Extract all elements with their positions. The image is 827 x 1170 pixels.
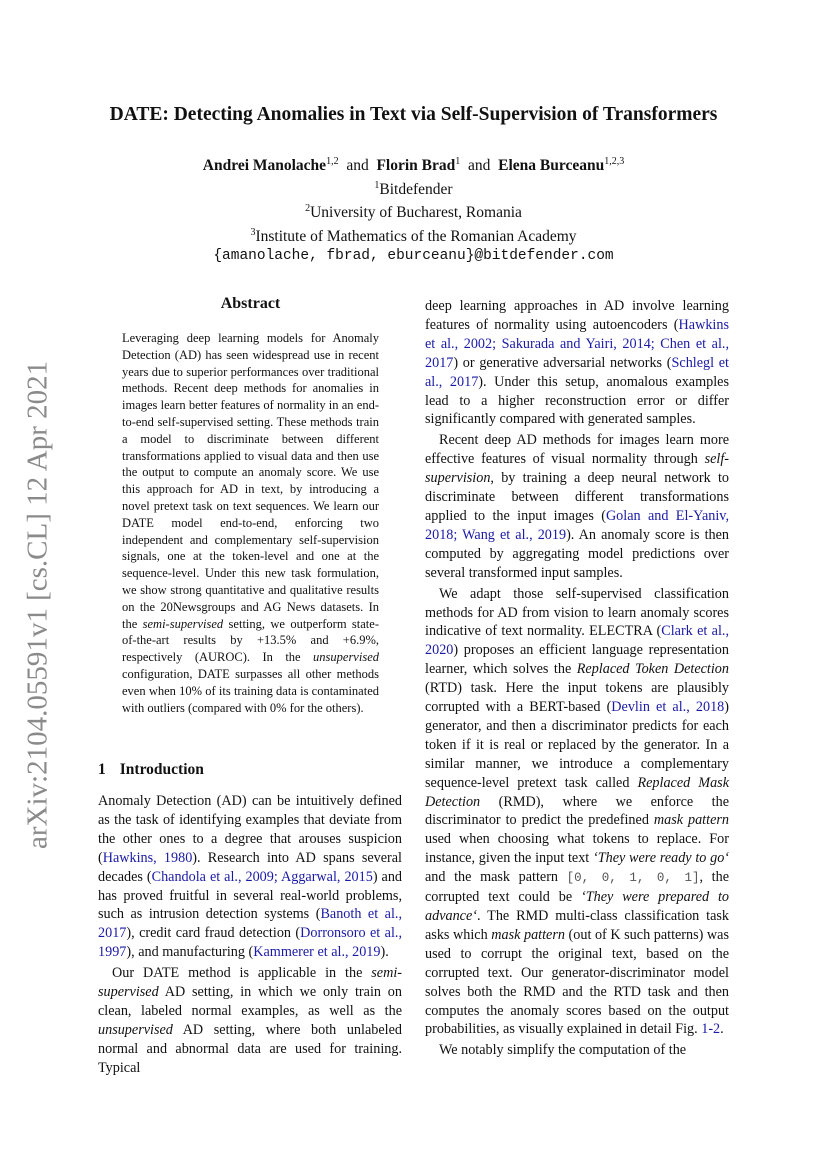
- affiliation: [60, 223, 767, 247]
- arxiv-watermark: arXiv:2104.05591v1 [cs.CL] 12 Apr 2021: [21, 360, 54, 850]
- author-affiliation-mark: 1,2,3: [604, 156, 625, 167]
- affiliation-number: 2: [305, 203, 311, 215]
- author-name: Florin Brad: [376, 157, 456, 175]
- citation-link[interactable]: Clark et al., 2020: [425, 623, 729, 659]
- citation-link[interactable]: Hawkins, 1980: [102, 849, 193, 866]
- right-column-body: [425, 297, 729, 1060]
- paragraph: Our DATE method is applicable in the semi-supervised AD setting, in which we only train on clean, labeled normal examples, as well as the unsupervised AD setting, where both unlabeled normal and abnormal data are used for training. Typical: [98, 965, 402, 1076]
- abstract-text: setting, we outperform state-of-the-art results by +13.5% and +6.9%, respectively (AUROC). In the: [122, 616, 379, 665]
- section-title: Introduction: [119, 761, 204, 778]
- author-emails: {amanolache, fbrad, eburceanu}@bitdefender.com: [213, 247, 614, 264]
- paragraph: Recent deep AD methods for images learn more effective features of visual normality through self-supervision, by training a deep neural network to discriminate between different transformations applied to the input images (Golan and El-Yaniv, 2018; Wang et al., 2019). An anomaly score is then computed by aggregating model predictions over several transformed input samples.: [425, 432, 729, 581]
- paragraph: deep learning approaches in AD involve learning features of normality using autoencoders (Hawkins et al., 2002; Sakurada and Yairi, 2014; Chen et al., 2017) or generative adversarial networks (Schlegl et al., 2017). Under this setup, anomalous examples lead to a higher reconstruction error or differ significantly compared with generated samples.: [425, 298, 730, 428]
- paragraph: We notably simplify the computation of the: [439, 1042, 687, 1059]
- abstract-text: Leveraging deep learning models for Anomaly Detection (AD) has seen widespread use in recent years due to superior performances over traditional methods. Recent deep methods for anomalies in images learn better features of normality in an end-to-end self-supervised setting. These methods train a model to discriminate between different transformations applied to visual data and then use the output to compute an anomaly score. We use this approach for AD in text, by introducing a novel pretext task on text sequences. We learn our DATE model end-to-end, enforcing two independent and complementary self-supervision signals, one at the token-level and one at the sequence-level. Under this new task formulation, we show strong quantitative and qualitative results on the 20Newsgroups and AG News datasets. In the: [122, 331, 379, 631]
- section-heading-introduction: [98, 761, 204, 779]
- author-affiliation-mark: 1,2: [326, 156, 339, 167]
- abstract-emphasis: semi-supervised: [142, 616, 224, 631]
- paper-title: DATE: Detecting Anomalies in Text via Self-Supervision of Transformers: [109, 104, 718, 125]
- author-block: [60, 152, 767, 266]
- citation-link[interactable]: Dorronsoro et al., 1997: [98, 925, 402, 961]
- citation-link[interactable]: Devlin et al., 2018: [611, 699, 725, 716]
- paragraph: Anomaly Detection (AD) can be intuitively defined as the task of identifying examples that deviate from the other ones to a degree that arouses suspicion (Hawkins, 1980). Research into AD spans several decades (Chandola et al., 2009; Aggarwal, 2015) and has proved fruitful in several real-world problems, such as intrusion detection systems (Banoth et al., 2017), credit card fraud detection (Dorronsoro et al., 1997), and manufacturing (Kammerer et al., 2019).: [98, 793, 403, 961]
- figure-reference-link[interactable]: 1-2: [701, 1021, 721, 1038]
- paragraph: We adapt those self-supervised classification methods for AD from vision to learn anomaly scores indicative of text normality. ELECTRA (Clark et al., 2020) proposes an efficient language representation learner, which solves the Replaced Token Detection (RTD) task. Here the input tokens are plausibly corrupted with a BERT-based (Devlin et al., 2018) generator, and then a discriminator predicts for each token if it is real or replaced by the generator. In a similar manner, we introduce a complementary sequence-level pretext task called Replaced Mask Detection (RMD), where we enforce the discriminator to predict the predefined mask pattern used when choosing what tokens to replace. For instance, given the input text ‘They were ready to go‘ and the mask pattern [0, 0, 1, 0, 1], the corrupted text could be ‘They were prepared to advance‘. The RMD multi-class classification task asks which mask pattern (out of K such patterns) was used to corrupt the original text, based on the corrupted text. Our generator-discriminator model solves both the RMD and the RTD task and then computes the anomaly scores based on the output probabilities, as visually explained in detail Fig. 1-2.: [425, 585, 730, 1038]
- citation-link[interactable]: Kammerer et al., 2019: [253, 944, 381, 961]
- author-separator: and: [468, 157, 491, 175]
- author-name: Elena Burceanu: [498, 157, 605, 175]
- affiliation-name: University of Bucharest, Romania: [310, 204, 522, 222]
- citation-link[interactable]: Schlegl et al., 2017: [425, 354, 730, 390]
- citation-link[interactable]: Hawkins et al., 2002; Sakurada and Yairi, 2014; Chen et al., 2017: [425, 316, 729, 371]
- citation-link[interactable]: Banoth et al., 2017: [98, 906, 402, 942]
- abstract-heading: Abstract: [220, 295, 281, 312]
- affiliation-number: 3: [250, 226, 256, 238]
- left-column-body: [98, 792, 402, 1078]
- author-name: Andrei Manolache: [202, 157, 327, 175]
- author-separator: and: [346, 157, 369, 175]
- abstract-emphasis: unsupervised: [313, 650, 379, 665]
- author-list: [60, 152, 767, 176]
- affiliation-number: 1: [374, 179, 380, 191]
- affiliation-name: Bitdefender: [379, 180, 453, 198]
- citation-link[interactable]: Chandola et al., 2009; Aggarwal, 2015: [151, 868, 373, 885]
- abstract-body: [122, 330, 379, 716]
- affiliation-name: Institute of Mathematics of the Romanian Academy: [255, 228, 577, 246]
- author-affiliation-mark: 1: [455, 156, 461, 167]
- affiliation: [60, 176, 767, 200]
- section-number: 1: [98, 761, 106, 778]
- abstract-text: configuration, DATE surpasses all other methods even when 10% of its training data is contaminated with outliers (compared with 0% for the others).: [122, 666, 379, 715]
- affiliation: [60, 199, 767, 223]
- citation-link[interactable]: Golan and El-Yaniv, 2018; Wang et al., 2019: [425, 507, 729, 543]
